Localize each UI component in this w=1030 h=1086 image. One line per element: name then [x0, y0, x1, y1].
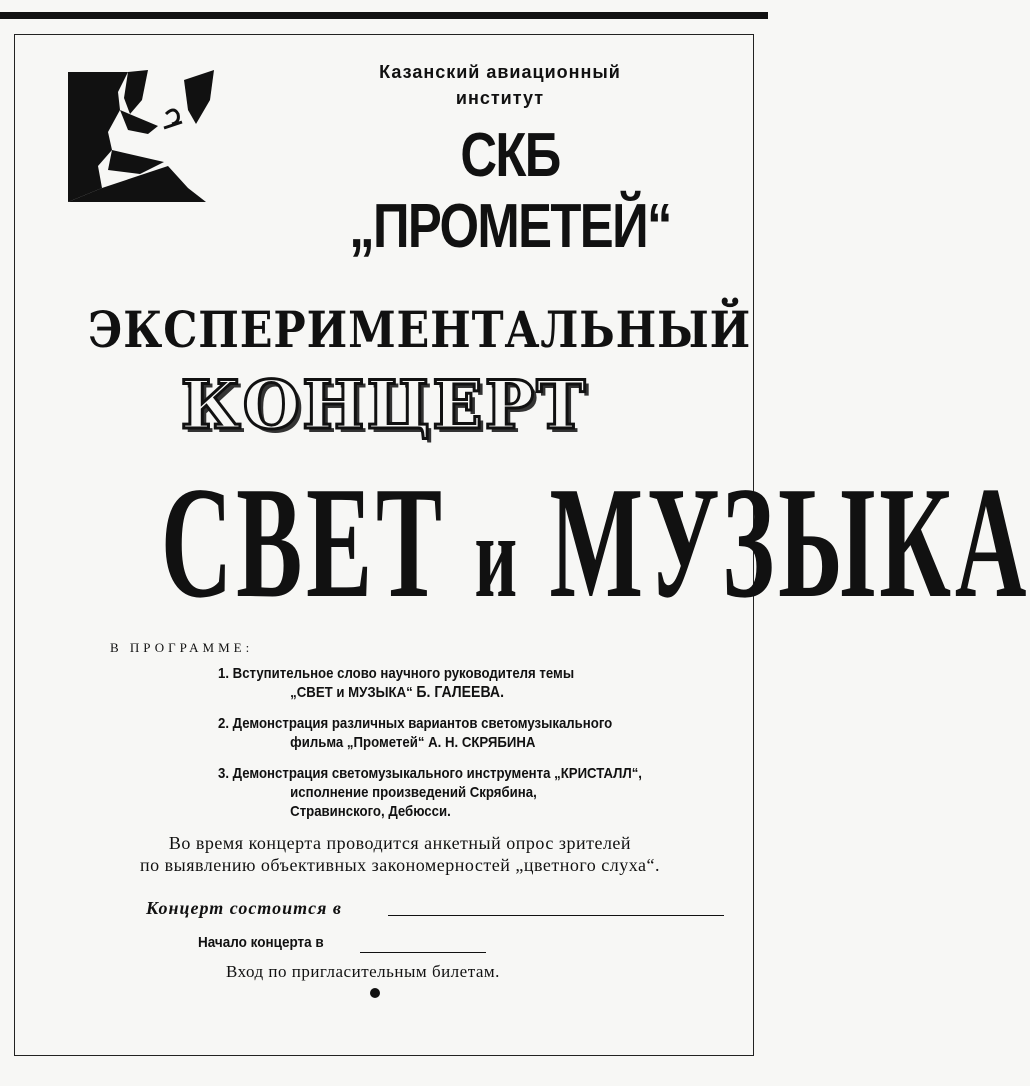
survey-note — [50, 832, 750, 876]
program-item-2 — [218, 714, 612, 752]
program-item-3-line2: исполнение произведений Скрябина, — [290, 784, 537, 801]
concert-date-label: Концерт состоится в — [146, 898, 342, 918]
program-item-1-theme: „СВЕТ и МУЗЫКА“ — [290, 684, 413, 701]
program-item-3-line1: 3. Демонстрация светомузыкального инструмента „КРИСТАЛЛ“, — [218, 765, 642, 782]
start-time-label: Начало концерта в — [198, 934, 324, 951]
entry-note: Вход по пригласительным билетам. — [226, 962, 500, 981]
institute-subtitle: институт — [455, 88, 545, 108]
program-heading: В ПРОГРАММЕ: — [110, 640, 254, 655]
top-border — [0, 12, 768, 19]
survey-line2: по выявлению объективных закономерностей „цветного слуха“. — [139, 855, 660, 875]
bureau-title: СКБ „ПРОМЕТЕЙ“ — [349, 121, 671, 261]
program-item-2-line1: 2. Демонстрация различных вариантов светомузыкального — [218, 715, 613, 732]
institute-name: Казанский авиационный — [379, 62, 621, 82]
main-title-and: и — [474, 489, 521, 622]
time-blank-line — [360, 952, 486, 953]
concert-heading: КОНЦЕРТ — [180, 366, 588, 444]
program-item-1 — [218, 664, 574, 702]
program-item-1-line1: 1. Вступительное слово научного руководителя темы — [218, 665, 575, 682]
survey-line1: Во время концерта проводится анкетный опрос зрителей — [168, 833, 632, 853]
experimental-heading: ЭКСПЕРИМЕНТАЛЬНЫЙ — [88, 300, 752, 359]
program-item-3-line3: Стравинского, Дебюсси. — [290, 803, 451, 820]
main-title — [160, 453, 1030, 631]
program-item-1-line2 — [218, 683, 574, 702]
bullet-dot — [370, 988, 380, 998]
program-item-2-line2: фильма „Прометей“ А. Н. СКРЯБИНА — [290, 734, 536, 751]
program-item-3 — [218, 764, 642, 821]
program-item-1-author: Б. ГАЛЕЕВА. — [416, 684, 504, 701]
date-blank-line — [388, 915, 724, 916]
main-title-light: СВЕТ — [160, 453, 446, 631]
main-title-music: МУЗЫКА — [549, 453, 1030, 631]
prometheus-logo — [68, 70, 214, 202]
